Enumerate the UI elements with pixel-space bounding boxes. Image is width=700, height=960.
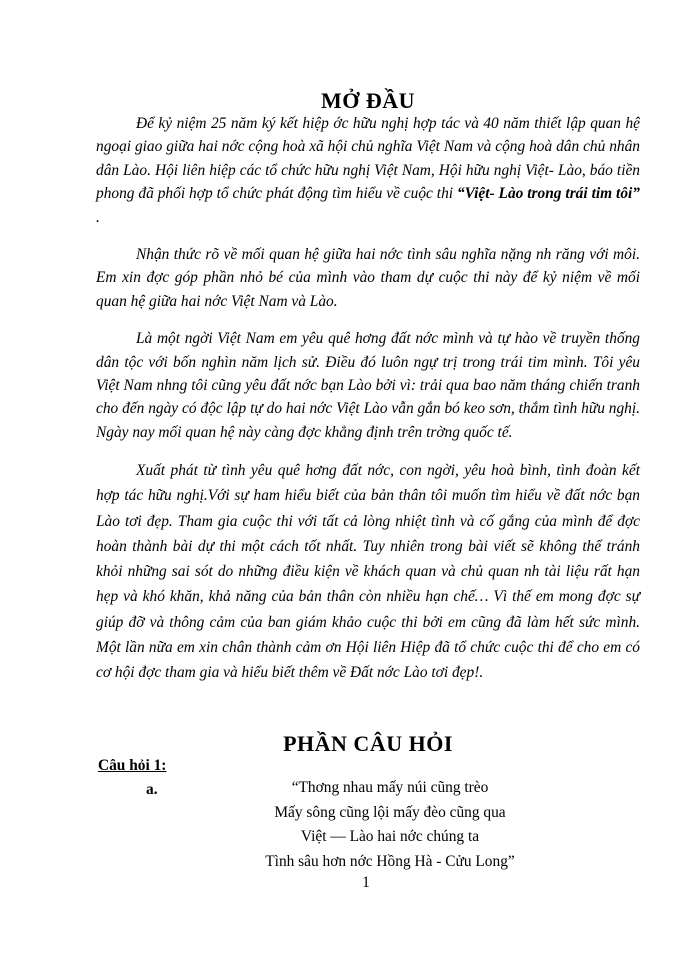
intro-paragraph-1-text: Để kỷ niệm 25 năm ký kết hiệp ớc hữu nghị hợp tác và 40 năm thiết lập quan hệ ngoại giao giữa hai nớc cộng hoà xã hội chủ nghĩa Việt Nam và cộng hoà dân chủ nhân dân Lào. Hội liên hiệp các tổ chức hữu nghị Việt Nam, Hội hữu nghị Việt- Lào, báo tiền phong đã phối hợp tổ chức phát động tìm hiểu về cuộc thi	[96, 115, 640, 203]
poem-line: “Thơng nhau mấy núi cũng trèo	[291, 779, 489, 796]
page-number: 1	[362, 874, 370, 891]
intro-paragraph-2: Nhận thức rõ về mối quan hệ giữa hai nớc tình sâu nghĩa nặng nh răng với môi. Em xin đợc góp phần nhỏ bé của mình vào tham dự cuộc thi này để kỷ niệm về mối quan hệ giữa hai nớc Việt Nam và Lào.	[96, 246, 640, 310]
question-item-a-label: a.	[146, 781, 158, 798]
intro-paragraph-1	[96, 112, 640, 229]
poem-line: Việt — Lào hai nớc chúng ta	[300, 828, 480, 845]
intro-title: MỞ ĐẦU	[320, 88, 416, 113]
contest-name: “Việt- Lào trong trái tim tôi”	[456, 185, 640, 203]
poem-line: Mấy sông cũng lội mấy đèo cũng qua	[274, 803, 506, 821]
poem	[230, 776, 550, 874]
intro-paragraph-3: Là một ngời Việt Nam em yêu quê hơng đất nớc mình và tự hào về truyền thống dân tộc với bốn nghìn năm lịch sử. Điều đó luôn ngự trị trong trái tim mình. Tôi yêu Việt Nam nhng tôi cũng yêu đất nớc bạn Lào bởi vì: trải qua bao năm tháng chiến tranh cho đến ngày có độc lập tự do hai nớc Việt Lào vẫn gắn bó keo sơn, thắm tình hữu nghị. Ngày nay mối quan hệ này càng đợc khẳng định trên trờng quốc tế.	[96, 330, 640, 441]
intro-paragraph-1-end: .	[96, 208, 100, 226]
intro-body	[96, 112, 640, 699]
poem-line: Tình sâu hơn nớc Hồng Hà - Cửu Long”	[265, 852, 515, 870]
questions-section-title: PHẦN CÂU HỎI	[283, 731, 453, 756]
intro-paragraph-4: Xuất phát từ tình yêu quê hơng đất nớc, con ngời, yêu hoà bình, tình đoàn kết hợp tác hữu nghị.Với sự ham hiểu biết của bản thân tôi muốn tìm hiểu về đất nớc bạn Lào tơi đẹp. Tham gia cuộc thi với tất cả lòng nhiệt tình và cố gắng của mình để đợc hoàn thành bài dự thi một cách tốt nhất. Tuy nhiên trong bài viết sẽ không thể tránh khỏi những sai sót do những điều kiện về khách quan và chủ quan nh tài liệu rất hạn hẹp và khó khăn, khả năng của bản thân còn nhiều hạn chế… Vì thế em mong đợc sự giúp đỡ và thông cảm của ban giám khảo cuộc thi bởi em cũng đã làm hết sức mình. Một lần nữa em xin chân thành cảm ơn Hội liên Hiệp đã tổ chức cuộc thi để cho em có cơ hội đợc tham gia và hiểu biết thêm về Đất nớc Lào tơi đẹp!.	[96, 462, 640, 681]
question-1-label: Câu hỏi 1:	[98, 757, 167, 774]
